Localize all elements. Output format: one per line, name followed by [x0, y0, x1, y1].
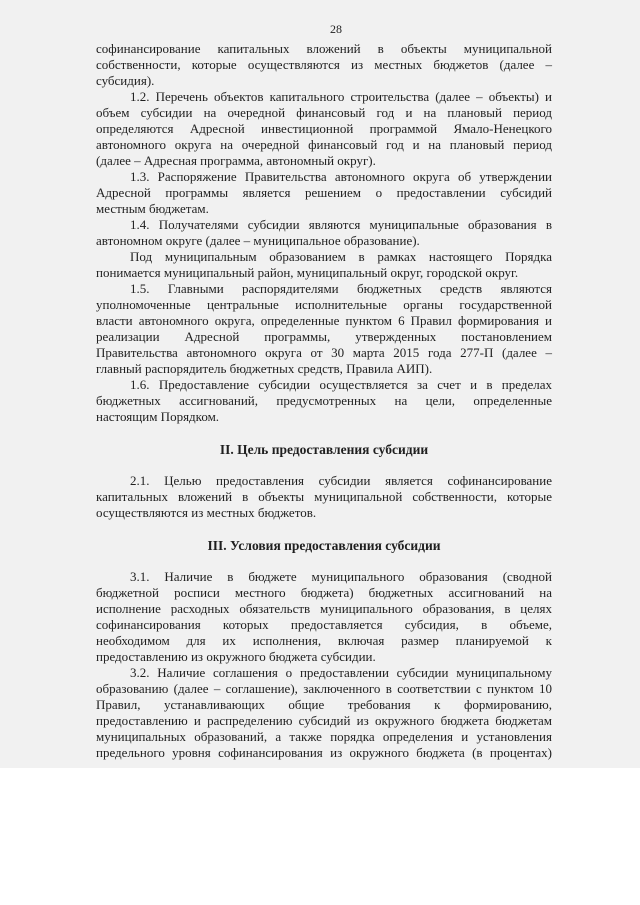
text-line: софинансирования которых предоставляется субсидия, в объеме, — [96, 617, 552, 632]
text-line: софинансирование капитальных вложений в объекты муниципальной — [96, 41, 552, 56]
text-line: реализации Адресной программы, утвержденных постановлением — [96, 329, 552, 344]
text-line: (далее – Адресная программа, автономный округ). — [96, 153, 376, 168]
text-line: исполнение расходных обязательств муниципального образования, в целях — [96, 601, 552, 616]
text-line: осуществляются из местных бюджетов. — [96, 505, 317, 520]
text-line: определяются Адресной инвестиционной программой Ямало-Ненецкого — [96, 121, 552, 136]
text-line: Правил, устанавливающих общие требования к формированию, — [96, 697, 552, 712]
text-line: главный распорядитель бюджетных средств, Правила АИП). — [96, 361, 433, 376]
text-line: власти автономного округа, определенные пунктом 6 Правил формирования и — [96, 313, 552, 328]
text-line: настоящим Порядком. — [96, 409, 220, 424]
text-line: 1.5. Главными распорядителями бюджетных средств являются — [130, 281, 552, 296]
text-line: Адресной программы является решением о предоставлении субсидий — [96, 185, 552, 200]
text-line: объем субсидии на очередной финансовый год и на плановый период — [96, 105, 552, 120]
section-heading: II. Цель предоставления субсидии — [219, 442, 429, 457]
text-line: 1.2. Перечень объектов капитального строительства (далее – объекты) и — [130, 89, 552, 104]
text-line: образованию (далее – соглашение), заключенного в соответствии с пунктом 10 — [96, 681, 552, 696]
page-number: 28 — [330, 22, 342, 36]
text-line: субсидия). — [96, 73, 155, 88]
text-line: местным бюджетам. — [96, 201, 209, 216]
text-line: муниципальных образований, а также порядка определения и установления — [96, 729, 552, 744]
text-line: необходимом для их исполнения, включая размер планируемой к — [96, 633, 552, 648]
text-line: 1.3. Распоряжение Правительства автономного округа об утверждении — [130, 169, 552, 184]
text-line: 3.2. Наличие соглашения о предоставлении субсидии муниципальному — [130, 665, 552, 680]
text-line: предоставлению из окружного бюджета субсидии. — [96, 649, 376, 664]
text-line: уполномоченные центральные исполнительные органы государственной — [96, 297, 552, 312]
text-line: бюджетной росписи местного бюджета) бюджетных ассигнований на — [96, 585, 552, 600]
text-line: 1.4. Получателями субсидии являются муниципальные образования в — [130, 217, 552, 232]
text-line: 1.6. Предоставление субсидии осуществляется за счет и в пределах — [130, 377, 552, 392]
text-line: автономного округа на очередной финансовый год и на плановый период — [96, 137, 552, 152]
text-line: Под муниципальным образованием в рамках настоящего Порядка — [130, 249, 552, 264]
text-line: 2.1. Целью предоставления субсидии является софинансирование — [130, 473, 552, 488]
text-line: понимается муниципальный район, муниципальный округ, городской округ. — [96, 265, 519, 280]
text-line: капитальных вложений в объекты муниципальной собственности, которые — [96, 489, 552, 504]
text-line: бюджетных ассигнований, предусмотренных на цели, определенные — [96, 393, 552, 408]
text-line: предоставлению и распределению субсидий из окружного бюджета бюджетам — [96, 713, 552, 728]
text-line: собственности, которые осуществляются из местных бюджетов (далее – — [96, 57, 552, 72]
text-line: автономном округе (далее – муниципальное образование). — [96, 233, 420, 248]
text-line: предельного уровня софинансирования из окружного бюджета (в процентах) — [96, 745, 552, 760]
text-line: Правительства автономного округа от 30 марта 2015 года 277-П (далее – — [96, 345, 552, 360]
text-line: 3.1. Наличие в бюджете муниципального образования (сводной — [130, 569, 552, 584]
section-heading: III. Условия предоставления субсидии — [207, 538, 441, 553]
